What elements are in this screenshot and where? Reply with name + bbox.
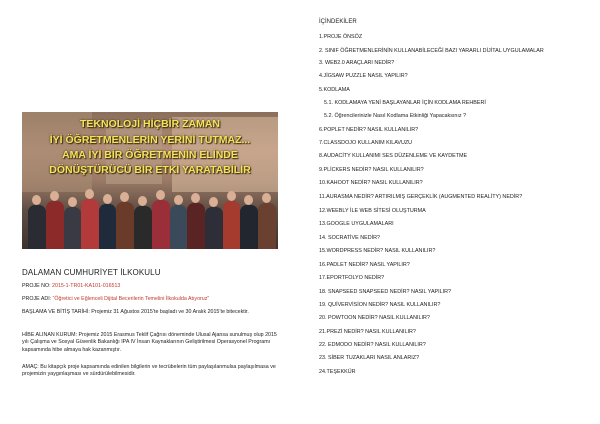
person-head [120,192,129,202]
toc-item[interactable]: 18. SNAPSEED SNAPSEED NEDİR? NASIL YAPILIR? [319,289,452,295]
cover-quote-line-2: İYİ ÖĞRETMENLERİN YERİNİ TUTMAZ... [49,134,251,146]
project-name-label: PROJE ADI: [22,296,52,302]
person [134,206,152,249]
toc-item[interactable]: 24.TEŞEKKÜR [319,369,356,375]
toc-item[interactable]: 22. EDMODO NEDİR? NASIL KULLANILIR? [319,342,426,348]
person [240,205,258,249]
project-name-value: “Öğretici ve Eğlenceli Dijital Becerilerin Temelini İlkokulda Atıyoruz” [52,296,210,302]
person [170,205,187,249]
person-head [244,195,253,205]
person [258,203,276,249]
toc-item[interactable]: 7.CLASSDOJO KULLANIM KILAVUZU [319,140,413,146]
toc-item[interactable]: 13.GOOGLE UYGULAMALARI [319,221,394,227]
person [187,203,205,249]
person-head [227,191,236,201]
person-head [209,197,218,207]
toc-item[interactable]: 2. SINIF ÖĞRETMENLERİNİN KULLANABİLECEĞİ BAZI YARARLI DİJİTAL UYGULAMALAR [319,48,544,54]
toc-item[interactable]: 12.WEEBLY İLE WEB SİTESİ OLUŞTURMA [319,208,426,214]
project-number [22,283,278,290]
group-photo [22,112,278,249]
toc-item[interactable]: 19. QUİVERVİSİON NEDİR? NASIL KULLANILIR? [319,302,441,308]
project-dates: BAŞLAMA VE BİTİŞ TARİHİ: Projemiz 31 Ağustos 2015’te başladı ve 30 Aralık 2015’te bitecektir. [22,309,249,315]
toc-item[interactable]: 5.2. Öğrencilerinizle Nasıl Kodlama Etkinliği Yapacaksınız ? [324,113,467,119]
toc-item[interactable]: 9.PLİCKERS NEDİR? NASIL KULLANILIR? [319,167,424,173]
person-head [85,189,94,199]
person [99,204,116,249]
cover-quote-line-3: AMA İYİ BİR ÖĞRETMENİN ELİNDE [62,149,238,161]
person-head [156,190,165,200]
contents-page [300,0,600,424]
toc-item[interactable]: 4.JİGSAW PUZZLE NASIL YAPILIR? [319,73,408,79]
cover-quote-line-1: TEKNOLOJİ HİÇBİR ZAMAN [80,118,220,130]
person [46,201,64,249]
person-head [191,193,200,203]
person-head [103,194,112,204]
project-aim: AMAÇ: Bu kitapçık proje kapsamında edinilen bilgilerin ve tecrübelerin tüm paylaşılanmulsa paylaşılmasa ve projemizin yaygınlaşması ve sürdürülebilmesidir. [22,364,276,378]
person-head [174,195,183,205]
toc-item[interactable]: 17.EPORTFOLYO NEDİR? [319,275,385,281]
toc-item[interactable]: 3. WEB2.0 ARAÇLARI NEDİR? [319,60,395,66]
toc-item[interactable]: 6.POPLET NEDİR? NASIL KULLANILIR? [319,127,419,133]
toc-item[interactable]: 16.PADLET NEDİR? NASIL YAPILIR? [319,262,410,268]
toc-title: İÇİNDEKİLER [319,19,357,25]
toc-item[interactable]: 8.AUDACİTY KULLANIMI SES DÜZENLEME VE KAYDETME [319,153,468,159]
toc-item[interactable]: 21.PREZİ NEDİR? NASIL KULLANILIR? [319,329,416,335]
grant-institution: HİBE ALINAN KURUM: Projemiz 2015 Erasmus Teklif Çağrısı döneminde Ulusal Ajansa sunulmuş olup 2015 yılı Çalışma ve Sosyal Güvenlik Bakanlığı IPA IV İnsan Kaynaklarının Geliştirilmesi Operasyonel Programı kapsamında hibe almaya hak kazanmıştır. [22,332,277,353]
toc-item[interactable]: 5.1. KODLAMAYA YENİ BAŞLAYANLAR İÇİN KODLAMA REHBERİ [324,100,486,106]
person [116,202,134,249]
toc-item[interactable]: 10.KAHOOT NEDİR? NASIL KULLANILIR? [319,180,423,186]
toc-item[interactable]: 15.WORDPRESS NEDİR? NASIL KULLANILIR? [319,248,436,254]
project-name [22,296,278,303]
people-group [22,179,278,249]
person [205,207,223,249]
toc-item[interactable]: 14. SOCRATİVE NEDİR? [319,235,381,241]
toc-item[interactable]: 5.KODLAMA [319,87,350,93]
person-head [50,191,59,201]
person-head [68,197,77,207]
school-name: DALAMAN CUMHURİYET İLKOKULU [22,268,161,277]
person [28,205,46,249]
person [64,207,81,249]
cover-quote-line-4: DÖNÜŞTÜRÜCÜ BİR ETKİ YARATABİLİR [49,164,251,176]
person [223,201,240,249]
person [152,200,170,249]
toc-item[interactable]: 1.PROJE ÖNSÖZ [319,34,363,40]
toc-item[interactable]: 11.AURASMA NEDİR? ARTIRILMIŞ GERÇEKLİK (AUGMENTED REALİTY) NEDİR? [319,194,523,200]
project-number-label: PROJE NO: [22,283,51,289]
toc-item[interactable]: 23. SİBER TUZAKLARI NASIL ANLARIZ? [319,355,420,361]
person-head [138,196,147,206]
project-number-value: 2015-1-TR01-KA101-016513 [52,283,121,289]
person [81,199,99,249]
toc-item[interactable]: 20. POWTOON NEDİR? NASIL KULLANILIR? [319,315,430,321]
person-head [262,193,271,203]
person-head [32,195,41,205]
